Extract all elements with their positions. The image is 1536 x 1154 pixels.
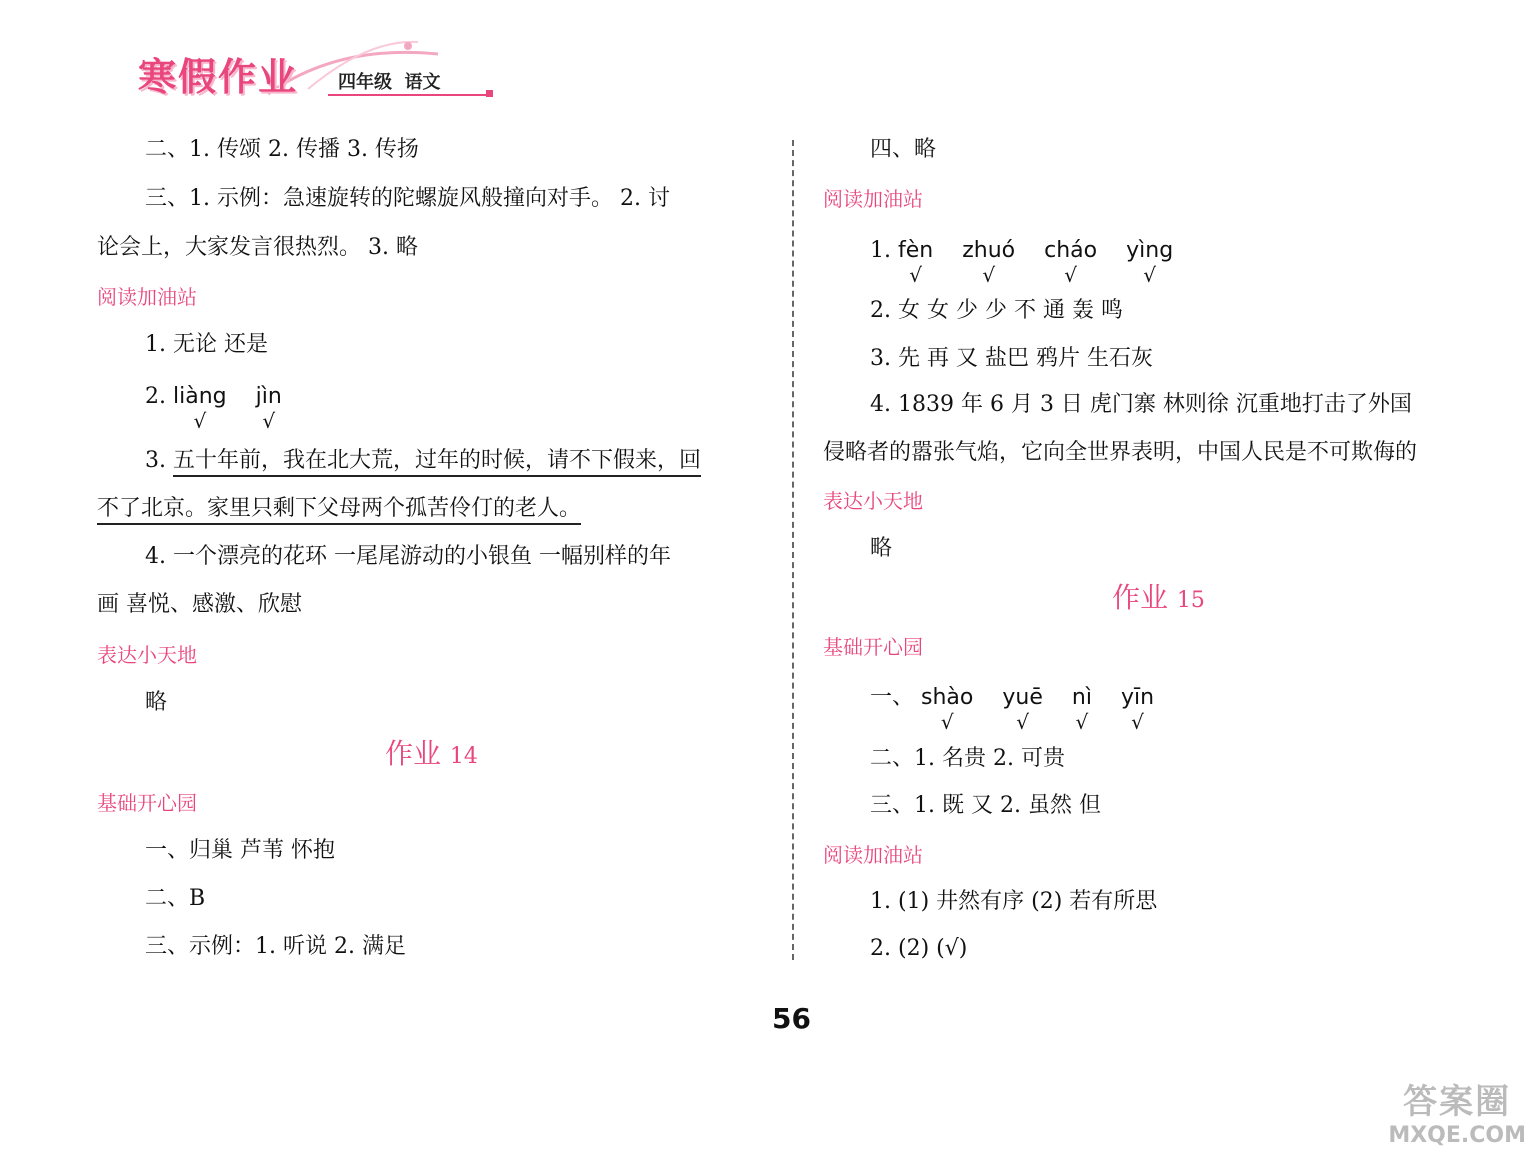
pinyin-item [1126, 236, 1174, 287]
answer-line: 4. 一个漂亮的花环 一尾尾游动的小银鱼 一幅别样的年 [145, 544, 671, 569]
answer-line: 三、1. 示例：急速旋转的陀螺旋风般撞向对手。 2. 讨 [145, 186, 670, 211]
watermark [1388, 1074, 1526, 1148]
underlined-text: 五十年前，我在北大荒，过年的时候，请不下假来，回 [173, 448, 701, 477]
answer-line: 2. 女 女 少 少 不 通 轰 鸣 [870, 298, 1123, 323]
book-logo: 寒假作业 [138, 55, 299, 99]
pinyin-text: yuē [1002, 685, 1043, 710]
homework-label: 作业 [1112, 581, 1169, 614]
pinyin-item [921, 683, 974, 734]
section-heading-reading: 阅读加油站 [823, 187, 923, 211]
check-mark: √ [1143, 263, 1157, 287]
answer-line: 侵略者的嚣张气焰，它向全世界表明，中国人民是不可欺侮的 [823, 440, 1418, 465]
item-number: 一、 [870, 685, 915, 710]
answer-line: 二、1. 名贵 2. 可贵 [870, 746, 1065, 771]
answer-line: 论会上，大家发言很热烈。 3. 略 [97, 235, 418, 260]
answer-line: 1. (1) 井然有序 (2) 若有所思 [870, 889, 1158, 914]
homework-title [1112, 581, 1205, 618]
homework-title [385, 737, 478, 774]
homework-number: 14 [449, 744, 478, 769]
header-underline [328, 94, 488, 96]
answer-line: 四、略 [870, 137, 937, 162]
answer-line [145, 446, 701, 476]
answer-line: 略 [145, 690, 168, 715]
answer-line: 4. 1839 年 6 月 3 日 虎门寨 林则徐 沉重地打击了外国 [870, 392, 1412, 417]
pinyin-text: yīn [1120, 685, 1155, 710]
answer-line: 三、示例：1. 听说 2. 满足 [145, 934, 406, 959]
page-number: 56 [772, 1002, 811, 1035]
pinyin-item [173, 382, 227, 433]
check-mark: √ [193, 409, 207, 433]
section-heading-basic: 基础开心园 [823, 635, 923, 659]
pinyin-answer-line [870, 683, 1176, 734]
pinyin-answer-line [145, 382, 304, 433]
pinyin-text: liàng [173, 384, 227, 409]
pinyin-text: shào [921, 685, 974, 710]
check-mark: √ [982, 263, 996, 287]
answer-line: 一、归巢 芦苇 怀抱 [145, 838, 335, 863]
section-heading-basic: 基础开心园 [97, 791, 197, 815]
grade-subject: 四年级 语文 [338, 72, 441, 93]
section-heading-expression: 表达小天地 [97, 643, 197, 667]
page-header [138, 34, 498, 104]
homework-number: 15 [1176, 588, 1205, 613]
watermark-text: 答案圈 [1403, 1082, 1512, 1122]
homework-label: 作业 [385, 737, 442, 770]
pinyin-item [898, 236, 934, 287]
check-mark: √ [262, 409, 276, 433]
check-mark: √ [1064, 263, 1077, 287]
answer-line: 1. 无论 还是 [145, 332, 268, 357]
column-divider [792, 140, 794, 960]
pinyin-text: jìn [255, 384, 282, 409]
item-number: 2. [145, 384, 166, 409]
pinyin-text: fèn [898, 238, 934, 263]
section-heading-reading: 阅读加油站 [97, 285, 197, 309]
check-mark: √ [1016, 710, 1029, 734]
check-mark: √ [1131, 710, 1144, 734]
pinyin-item [962, 236, 1016, 287]
answer-line: 三、1. 既 又 2. 虽然 但 [870, 793, 1101, 818]
pinyin-text: cháo [1044, 238, 1098, 263]
watermark-url: MXQE.COM [1388, 1123, 1526, 1148]
section-heading-expression: 表达小天地 [823, 489, 923, 513]
answer-line: 2. (2) (√) [870, 936, 968, 961]
pinyin-text: yìng [1126, 238, 1174, 263]
answer-line: 3. 先 再 又 盐巴 鸦片 生石灰 [870, 346, 1153, 371]
check-mark: √ [909, 263, 922, 287]
pinyin-item [255, 382, 282, 433]
check-mark: √ [940, 710, 954, 734]
pinyin-item [1044, 236, 1098, 287]
check-mark: √ [1075, 710, 1089, 734]
underlined-text: 不了北京。家里只剩下父母两个孤苦伶仃的老人。 [97, 496, 581, 525]
answer-line [97, 494, 581, 524]
pinyin-item [1120, 683, 1155, 734]
item-number: 3. [145, 448, 166, 473]
header-dot [486, 90, 493, 97]
answer-line: 画 喜悦、感激、欣慰 [97, 592, 302, 617]
answer-line: 略 [870, 536, 893, 561]
item-number: 1. [870, 238, 891, 263]
pinyin-answer-line [870, 236, 1195, 287]
pinyin-text: zhuó [962, 238, 1016, 263]
answer-line: 二、B [145, 886, 206, 911]
pinyin-text: nì [1071, 685, 1092, 710]
pinyin-item [1002, 683, 1043, 734]
answer-line: 二、1. 传颂 2. 传播 3. 传扬 [145, 137, 419, 162]
pinyin-item [1071, 683, 1092, 734]
section-heading-reading: 阅读加油站 [823, 843, 923, 867]
